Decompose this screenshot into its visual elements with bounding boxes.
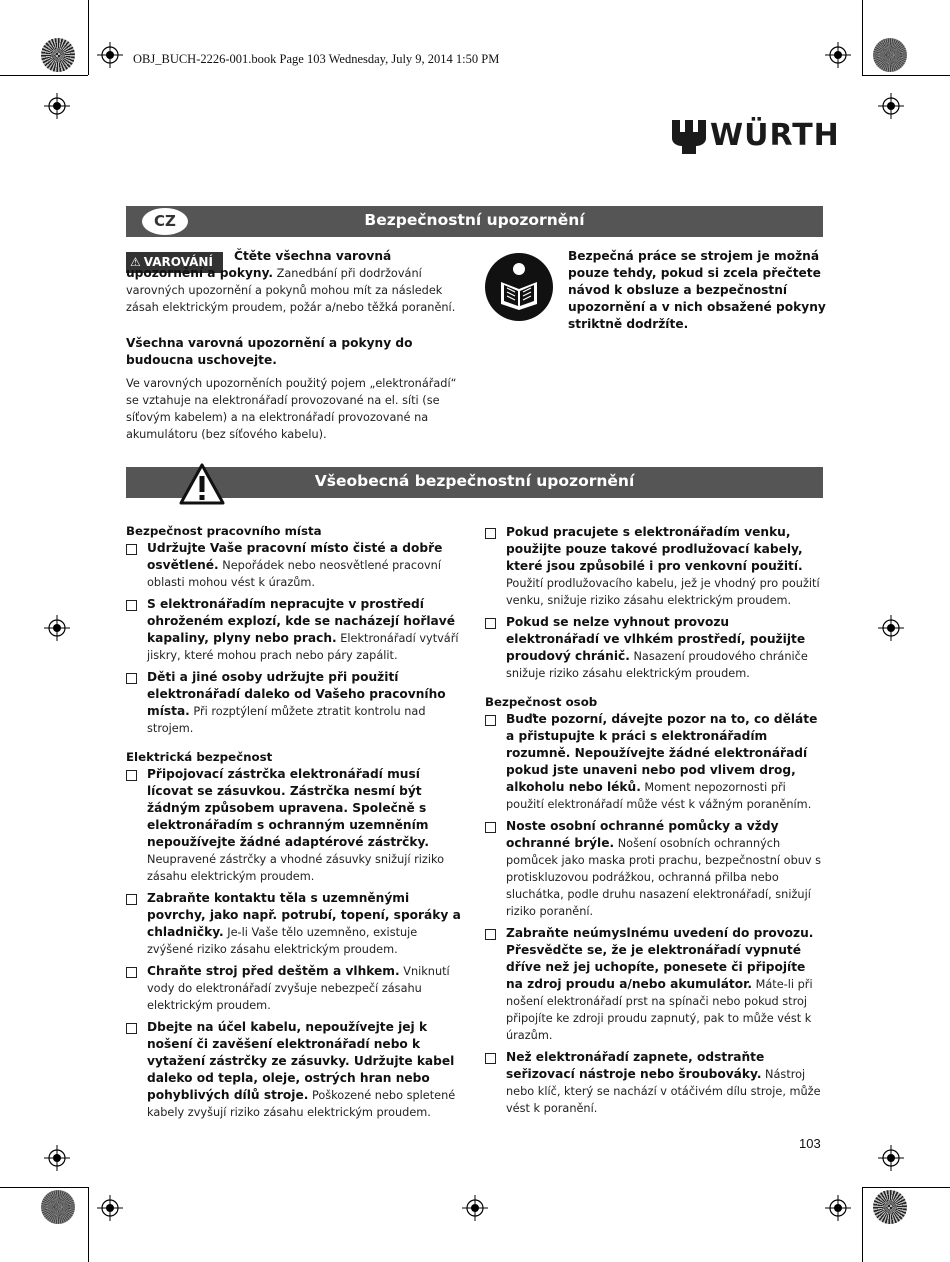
- registration-mark-icon: [44, 1145, 70, 1171]
- crop-mark: [88, 0, 89, 75]
- list-item: [126, 669, 466, 737]
- checkbox-bullet-icon: [126, 544, 137, 555]
- checkbox-bullet-icon: [485, 1053, 496, 1064]
- list-item: [126, 963, 466, 1014]
- item-text: Poškozené nebo spletené kabely zvyšují riziko zásahu elektrickým proudem.: [147, 1089, 456, 1119]
- item-text: Nasazení proudového chrániče snižuje riziko zásahu elektrickým proudem.: [506, 650, 808, 680]
- list-item: [126, 540, 466, 591]
- keep-instructions: Všechna varovná upozornění a pokyny do budoucna uschovejte.: [126, 336, 413, 367]
- list-item: [485, 1049, 825, 1117]
- item-bold: Děti a jiné osoby udržujte při použití elektronářadí daleko od Vašeho pracovního místa.: [147, 670, 446, 718]
- checkbox-bullet-icon: [485, 528, 496, 539]
- item-bold: S elektronářadím nepracujte v prostředí ohroženém explozí, kde se nacházejí hořlavé kapaliny, plyny nebo prach.: [147, 597, 455, 645]
- checkbox-bullet-icon: [485, 618, 496, 629]
- list-item: [485, 925, 825, 1044]
- list-item: [126, 1019, 466, 1121]
- registration-mark-icon: [44, 93, 70, 119]
- checkbox-bullet-icon: [126, 1023, 137, 1034]
- registration-mark-icon: [825, 1195, 851, 1221]
- checkbox-bullet-icon: [485, 929, 496, 940]
- warning-triangle-icon: ⚠: [130, 255, 141, 269]
- section-title: Všeobecná bezpečnostní upozornění: [314, 472, 635, 490]
- checkbox-bullet-icon: [126, 967, 137, 978]
- list-item: [126, 766, 466, 885]
- definition-paragraph: Ve varovných upozorněních použitý pojem „elektronářadí“ se vztahuje na elektronářadí provozované na el. síti (se síťovým kabelem) a na elektronářadí provozované na akumulátoru (bez síťového kabelu).: [126, 377, 457, 441]
- registration-mark-icon: [878, 93, 904, 119]
- item-text: Máte-li při nošení elektronářadí prst na spínači nebo pokud stroj připojíte ke zdroji proudu zapnutý, pak to může vést k úrazům.: [506, 978, 813, 1042]
- crop-mark: [862, 0, 863, 75]
- warning-paragraph: [126, 248, 456, 316]
- checkbox-bullet-icon: [485, 822, 496, 833]
- persons-heading: Bezpečnost osob: [485, 695, 598, 709]
- list-item: [485, 614, 825, 682]
- print-header: OBJ_BUCH-2226-001.book Page 103 Wednesday, July 9, 2014 1:50 PM: [133, 52, 500, 66]
- crop-mark: [0, 75, 88, 76]
- checkbox-bullet-icon: [485, 715, 496, 726]
- page-number: 103: [799, 1136, 821, 1151]
- right-column: [485, 524, 825, 1117]
- item-text: Nástroj nebo klíč, který se nachází v otáčivém dílu stroje, může vést k poranění.: [506, 1068, 821, 1115]
- wurth-logo: [672, 118, 840, 154]
- color-rosette-icon: [41, 38, 75, 72]
- list-item: [485, 711, 825, 813]
- item-bold: Dbejte na účel kabelu, nepoužívejte jej k nošení či zavěšení elektronářadí nebo k vytažení zástrčky ze zásuvky. Udržujte kabel daleko od tepla, oleje, ostrých hran nebo pohyblivých dílů stroje.: [147, 1020, 455, 1102]
- item-bold: Pokud se nelze vyhnout provozu elektronářadí ve vlhkém prostředí, použijte proudový chránič.: [506, 615, 806, 663]
- list-item: [126, 890, 466, 958]
- item-bold: Připojovací zástrčka elektronářadí musí lícovat se zásuvkou. Zástrčka nesmí být žádným způsobem upravena. Společně s elektronářadím s ochranným uzemněním nepoužívejte žádné adaptérové zástrčky.: [147, 767, 429, 849]
- warning-text: Zanedbání při dodržování varovných upozornění a pokynů mohou mít za následek zásah elektrickým proudem, požár a/nebo těžká poranění.: [126, 267, 456, 314]
- color-rosette-icon: [873, 1190, 907, 1224]
- item-bold: Než elektronářadí zapnete, odstraňte seřizovací nástroje nebo šroubováky.: [506, 1050, 765, 1081]
- warning-bold-text: Čtěte všechna varovná upozornění a pokyny.: [126, 249, 392, 280]
- list-item: [485, 524, 825, 609]
- checkbox-bullet-icon: [126, 600, 137, 611]
- registration-mark-icon: [97, 1195, 123, 1221]
- item-bold: Pokud pracujete s elektronářadím venku, použijte pouze takové prodlužovací kabely, které jsou způsobilé i pro venkovní použití.: [506, 525, 803, 573]
- crop-mark: [862, 1187, 950, 1188]
- section-title: Bezpečnostní upozornění: [364, 211, 585, 229]
- section-header-bar: [126, 467, 823, 498]
- warning-label-text: VAROVÁNÍ: [143, 255, 213, 269]
- item-text: Je-li Vaše tělo uzemněno, existuje zvýšené riziko zásahu elektrickým proudem.: [147, 926, 418, 956]
- item-bold: Udržujte Vaše pracovní místo čisté a dobře osvětlené.: [147, 541, 443, 572]
- item-text: Vniknutí vody do elektronářadí zvyšuje nebezpečí zásahu elektrickým proudem.: [147, 965, 450, 1012]
- crop-mark: [862, 75, 950, 76]
- list-item: [126, 596, 466, 664]
- item-bold: Zabraňte kontaktu těla s uzemněnými povrchy, jako např. potrubí, topení, sporáky a chladničky.: [147, 891, 461, 939]
- crop-mark: [862, 1187, 863, 1262]
- item-text: Nepořádek nebo neosvětlené pracovní oblasti mohou vést k úrazům.: [147, 559, 441, 589]
- color-rosette-icon: [41, 1190, 75, 1224]
- item-text: Použití prodlužovacího kabelu, jež je vhodný pro použití venku, snižuje riziko zásahu elektrickým proudem.: [506, 577, 820, 607]
- checkbox-bullet-icon: [126, 673, 137, 684]
- registration-mark-icon: [825, 42, 851, 68]
- section-header-bar: [126, 206, 823, 237]
- electrical-heading: Elektrická bezpečnost: [126, 750, 273, 764]
- item-text: Při rozptýlení můžete ztratit kontrolu nad strojem.: [147, 705, 426, 735]
- logo-wordmark: WÜRTH: [710, 118, 840, 153]
- registration-mark-icon: [44, 615, 70, 641]
- registration-mark-icon: [97, 42, 123, 68]
- warning-triangle-icon: [178, 462, 226, 506]
- crop-mark: [88, 1187, 89, 1262]
- registration-mark-icon: [462, 1195, 488, 1221]
- language-badge: CZ: [140, 206, 190, 237]
- item-text: Moment nepozornosti při použití elektronářadí může vést k vážným poraněním.: [506, 781, 812, 811]
- wurth-logo-icon: [672, 120, 706, 154]
- registration-mark-icon: [878, 615, 904, 641]
- color-rosette-icon: [873, 38, 907, 72]
- manual-notice: Bezpečná práce se strojem je možná pouze tehdy, pokud si zcela přečtete návod k obsluze a bezpečnostní upozornění a v nich obsažené pokyny striktně dodržíte.: [568, 249, 826, 331]
- registration-mark-icon: [878, 1145, 904, 1171]
- item-text: Elektronářadí vytváří jiskry, které mohou prach nebo páry zapálit.: [147, 632, 459, 662]
- item-bold: Chraňte stroj před deštěm a vlhkem.: [147, 964, 400, 978]
- item-bold: Buďte pozorní, dávejte pozor na to, co děláte a přistupujte k práci s elektronářadím rozumně. Nepoužívejte žádné elektronářadí pokud jste unaveni nebo pod vlivem drog, alkoholu nebo léků.: [506, 712, 818, 794]
- list-item: [485, 818, 825, 920]
- crop-mark: [0, 1187, 88, 1188]
- item-text: Neupravené zástrčky a vhodné zásuvky snižují riziko zásahu elektrickým proudem.: [147, 853, 445, 883]
- item-bold: Noste osobní ochranné pomůcky a vždy ochranné brýle.: [506, 819, 779, 850]
- checkbox-bullet-icon: [126, 770, 137, 781]
- item-text: Nošení osobních ochranných pomůcek jako maska proti prachu, bezpečnostní obuv s protiskluzovou podrážkou, ochranná přilba nebo sluchátka, podle druhu nasazení elektronářadí, snižují riziko poranění.: [506, 837, 822, 918]
- left-column: [126, 524, 466, 1121]
- checkbox-bullet-icon: [126, 894, 137, 905]
- workplace-heading: Bezpečnost pracovního místa: [126, 524, 322, 538]
- item-bold: Zabraňte neúmyslnému uvedení do provozu. Přesvědčte se, že je elektronářadí vypnuté dříve než jej uchopíte, ponesete či připojíte na zdroj proudu a/nebo akumulátor.: [506, 926, 814, 991]
- read-manual-icon: [484, 252, 554, 322]
